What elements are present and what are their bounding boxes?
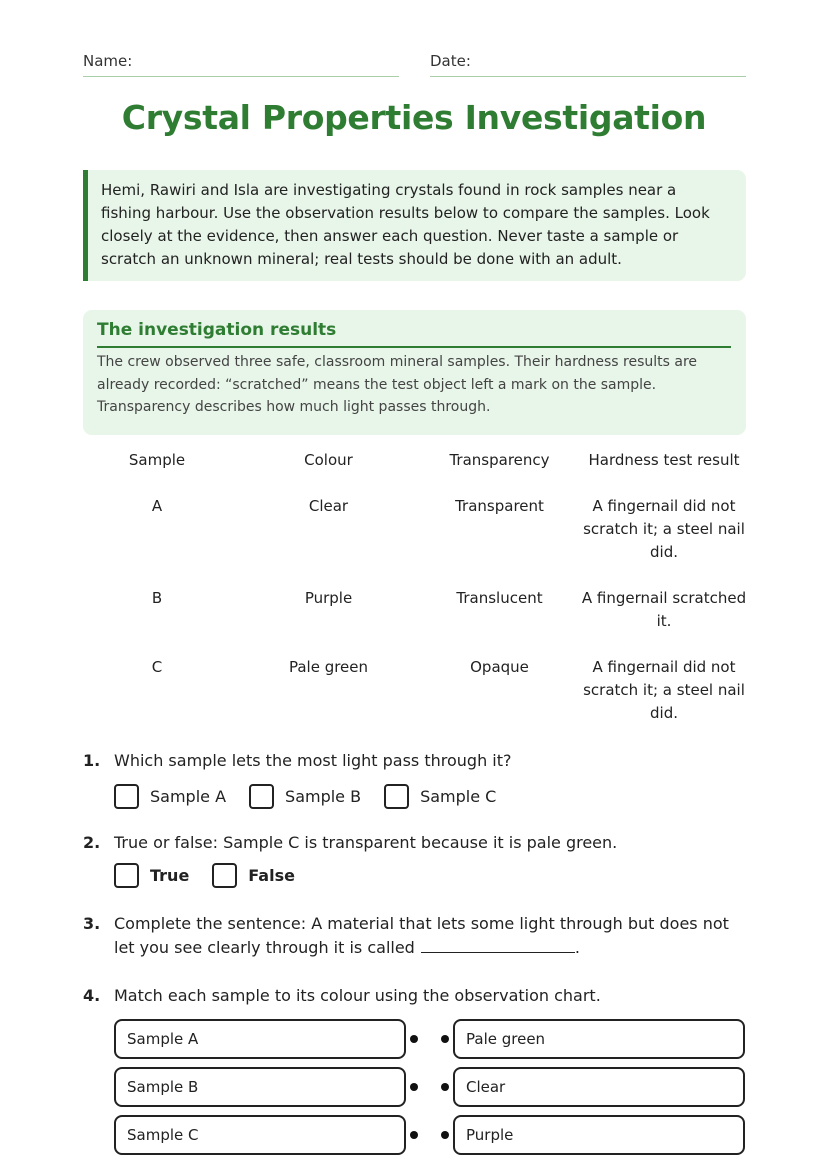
- match-right-box[interactable]: Purple: [453, 1115, 745, 1155]
- table-header-cell: Hardness test result: [588, 451, 740, 469]
- date-label: Date:: [430, 52, 471, 70]
- match-row: [114, 1067, 746, 1107]
- table-header-cell: Sample: [128, 451, 186, 469]
- table-cell: A: [151, 497, 163, 515]
- results-text: The crew observed three safe, classroom mineral samples. Their hardness results are already recorded: “scratched” means the test object left a mark on the sample. Transparency describes how much light passes through.: [97, 354, 698, 415]
- match-dot[interactable]: [410, 1035, 418, 1043]
- question-number: 4.: [83, 986, 101, 1005]
- match-dot[interactable]: [410, 1131, 418, 1139]
- option-label: Sample A: [150, 787, 227, 806]
- name-field[interactable]: [83, 52, 399, 77]
- checkbox[interactable]: [114, 784, 139, 809]
- question-text: Complete the sentence: A material that lets some light through but does not let you see clearly through it is called: [114, 914, 729, 957]
- table-cell: Pale green: [288, 658, 369, 676]
- table-cell: C: [151, 658, 163, 676]
- question-text: Which sample lets the most light pass through it?: [114, 751, 512, 770]
- table-cell: Opaque: [470, 658, 529, 676]
- table-row: [83, 587, 755, 656]
- sentence-end: .: [574, 938, 580, 957]
- table-header-cell: Transparency: [449, 451, 550, 469]
- header-fields: [83, 52, 746, 78]
- question-text: True or false: Sample C is transparent because it is pale green.: [114, 833, 618, 852]
- table-cell: Clear: [308, 497, 349, 515]
- checkbox[interactable]: [114, 863, 139, 888]
- table-cell: B: [151, 589, 163, 607]
- match-right-box[interactable]: Clear: [453, 1067, 745, 1107]
- table-cell: A fingernail did not scratch it; a steel nail did.: [583, 658, 745, 722]
- match-dot[interactable]: [441, 1083, 449, 1091]
- table-cell: Purple: [304, 589, 353, 607]
- table-cell: A fingernail did not scratch it; a steel nail did.: [583, 497, 745, 561]
- table-row: [83, 495, 755, 587]
- table-cell: Translucent: [456, 589, 543, 607]
- table-cell: Transparent: [455, 497, 544, 515]
- checkbox[interactable]: [384, 784, 409, 809]
- match-dot[interactable]: [441, 1131, 449, 1139]
- checkbox[interactable]: [249, 784, 274, 809]
- page-title: Crystal Properties Investigation: [121, 98, 707, 137]
- option-label: Sample B: [285, 787, 362, 806]
- name-label: Name:: [83, 52, 133, 70]
- observation-table: [83, 449, 755, 736]
- answer-blank[interactable]: [421, 936, 575, 953]
- option-false[interactable]: [212, 863, 295, 888]
- table-cell: A fingernail scratched it.: [581, 589, 747, 630]
- table-header-row: [83, 449, 755, 495]
- table-header-cell: Colour: [304, 451, 353, 469]
- question-number: 2.: [83, 833, 101, 852]
- checkbox[interactable]: [212, 863, 237, 888]
- results-heading: The investigation results: [97, 320, 731, 348]
- option-label: Sample C: [420, 787, 497, 806]
- option-label: True: [150, 866, 190, 885]
- table-row: [83, 656, 755, 736]
- match-row: [114, 1019, 746, 1059]
- question-text: Match each sample to its colour using the observation chart.: [114, 986, 601, 1005]
- intro-panel: Hemi, Rawiri and Isla are investigating crystals found in rock samples near a fishing harbour. Use the observation results below to compare the samples. Look closely at the evidence, then answer each question. Never taste a sample or scratch an unknown mineral; real tests should be done with an adult.: [83, 170, 746, 281]
- question-number: 1.: [83, 751, 101, 770]
- match-right-box[interactable]: Pale green: [453, 1019, 745, 1059]
- option-label: False: [248, 866, 295, 885]
- date-field[interactable]: [430, 52, 746, 77]
- match-dot[interactable]: [441, 1035, 449, 1043]
- match-left-box[interactable]: Sample C: [114, 1115, 406, 1155]
- question-2-options: [114, 863, 318, 888]
- question-1-options: [114, 784, 519, 809]
- option-sample-a[interactable]: [114, 784, 226, 809]
- option-true[interactable]: [114, 863, 189, 888]
- match-left-box[interactable]: Sample A: [114, 1019, 406, 1059]
- option-sample-b[interactable]: [249, 784, 361, 809]
- match-dot[interactable]: [410, 1083, 418, 1091]
- match-left-box[interactable]: Sample B: [114, 1067, 406, 1107]
- question-number: 3.: [83, 914, 101, 933]
- results-panel: [83, 310, 746, 435]
- option-sample-c[interactable]: [384, 784, 496, 809]
- question-text-wrap: [114, 912, 744, 960]
- match-row: [114, 1115, 746, 1155]
